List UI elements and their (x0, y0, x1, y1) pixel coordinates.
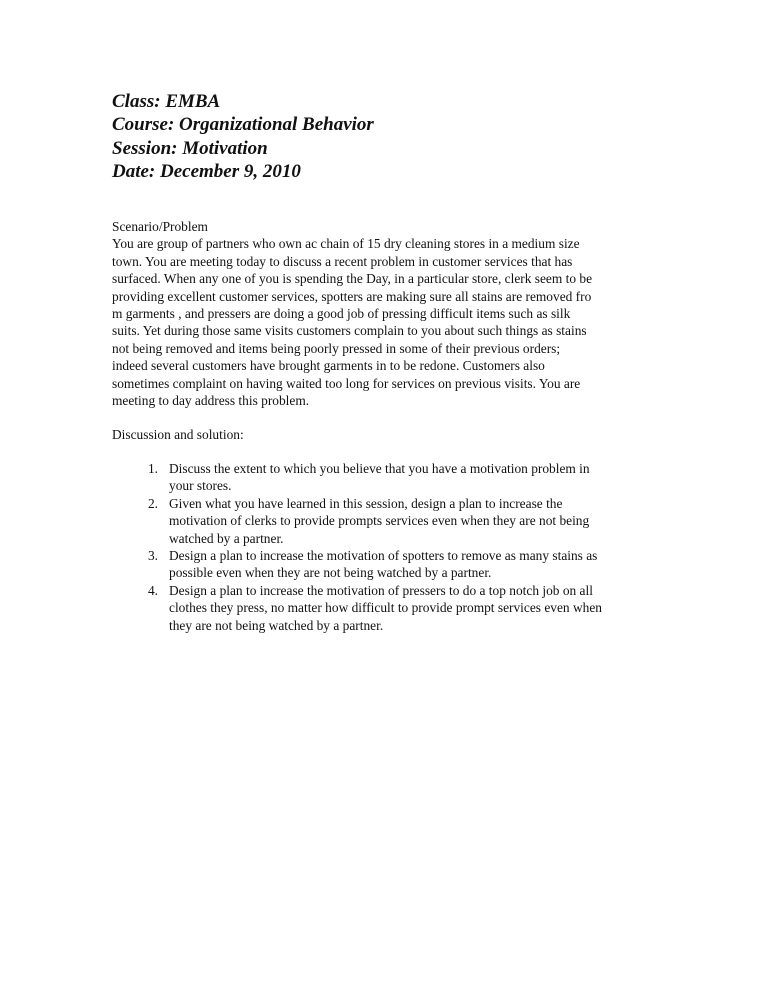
question-item (112, 495, 672, 547)
scenario-text-line: You are group of partners who own ac chain of 15 dry cleaning stores in a medium size (112, 236, 580, 252)
scenario-text-line: sometimes complaint on having waited too long for services on previous visits. You are (112, 375, 581, 391)
scenario-text-line: providing excellent customer services, spotters are making sure all stains are removed fro (112, 288, 592, 304)
discussion-heading: Discussion and solution: (112, 427, 244, 442)
question-text-line: Discuss the extent to which you believe that you have a motivation problem in (169, 461, 590, 476)
document-header (112, 90, 672, 183)
question-text (158, 460, 672, 495)
scenario-heading: Scenario/Problem (112, 219, 208, 234)
date-line: Date: December 9, 2010 (112, 160, 301, 182)
question-text-line: motivation of clerks to provide prompts services even when they are not being (169, 513, 590, 529)
question-number: 2. (147, 495, 158, 511)
question-text-line: they are not being watched by a partner. (169, 617, 384, 633)
question-text-line: clothes they press, no matter how difficult to provide prompt services even when (169, 600, 602, 616)
question-text (158, 582, 672, 634)
question-item (112, 460, 672, 495)
question-number: 3. (147, 548, 158, 564)
question-text-line: possible even when they are not being watched by a partner. (169, 565, 492, 581)
question-item (112, 547, 672, 582)
question-list (112, 460, 672, 634)
course-line: Course: Organizational Behavior (112, 114, 374, 136)
question-number: 1. (147, 461, 158, 476)
question-text-line: Design a plan to increase the motivation of spotters to remove as many stains as (169, 548, 598, 564)
question-text-line: watched by a partner. (169, 530, 284, 546)
question-item (112, 582, 672, 634)
class-line: Class: EMBA (112, 91, 221, 112)
question-text-line: Design a plan to increase the motivation of pressers to do a top notch job on all (169, 582, 593, 598)
scenario-text-line: m garments , and pressers are doing a good job of pressing difficult items such as silk (112, 306, 571, 322)
question-text-line: Given what you have learned in this session, design a plan to increase the (169, 495, 563, 511)
question-number: 4. (147, 582, 158, 598)
scenario-text-line: indeed several customers have brought garments in to be redone. Customers also (112, 358, 545, 374)
scenario-text-line: meeting to day address this problem. (112, 393, 310, 409)
scenario-text-line: surfaced. When any one of you is spending the Day, in a particular store, clerk seem to be (112, 271, 593, 287)
scenario-text-line: town. You are meeting today to discuss a recent problem in customer services that has (112, 253, 573, 269)
scenario-section (112, 218, 664, 409)
session-line: Session: Motivation (112, 137, 268, 159)
scenario-text-line: suits. Yet during those same visits customers complain to you about such things as stains (112, 323, 587, 339)
question-text (158, 495, 672, 547)
scenario-text-line: not being removed and items being poorly pressed in some of their previous orders; (112, 340, 561, 356)
question-text-line: your stores. (169, 478, 232, 494)
question-text (158, 547, 672, 582)
